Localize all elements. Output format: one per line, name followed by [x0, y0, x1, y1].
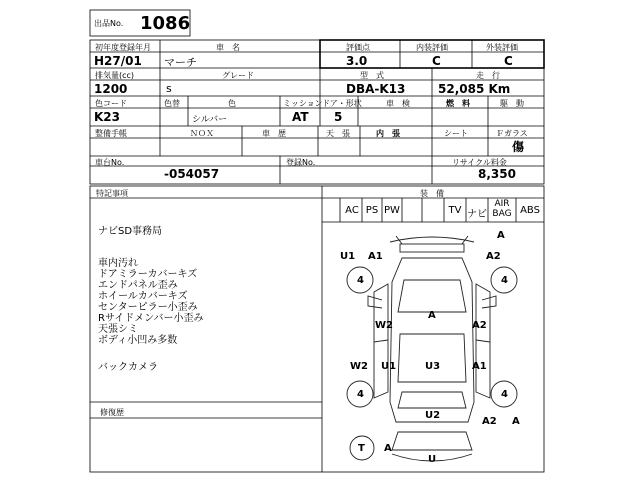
year-label: 初年度登録年月 — [95, 43, 151, 52]
remark-item: センターピラー小歪み — [98, 302, 198, 313]
damage-hood: A — [428, 310, 436, 321]
repair-label: 修復歴 — [100, 408, 124, 417]
cc-label: 排気量(cc) — [95, 71, 135, 80]
mileage-label: 走 行 — [476, 71, 500, 80]
exterior-label: 外装評価 — [486, 43, 518, 52]
extra-note: バックカメラ — [98, 362, 158, 373]
remarks-list — [98, 258, 203, 346]
remark-item: ホイールカバーキズ — [98, 291, 188, 302]
equip-airbag: AIR BAG — [492, 199, 512, 219]
exterior-value: C — [504, 54, 513, 68]
remark-item: Rサイドメンバー小歪み — [98, 313, 204, 324]
color-code-value: K23 — [94, 110, 120, 124]
tire-rr-value: 4 — [501, 389, 508, 400]
grade-label: グレード — [222, 71, 254, 80]
lot-label: 出品No. — [94, 19, 124, 28]
equip-ac: AC — [345, 205, 359, 216]
interior-h-label: 内 張 — [376, 129, 400, 138]
model-label: 型 式 — [360, 71, 384, 80]
nox-label: ＮＯＸ — [190, 129, 214, 138]
remark-item: エンドパネル歪み — [98, 280, 178, 291]
mileage-value: 52,085 Km — [438, 82, 511, 96]
recycle-value: 8,350 — [478, 167, 516, 181]
dealer-note: ナビSD事務局 — [98, 226, 163, 237]
color-value: シルバー — [192, 115, 228, 125]
color-label: 色 — [228, 99, 236, 108]
roof-outline — [398, 334, 466, 382]
glass-value: 傷 — [512, 140, 525, 154]
damage-u-bottom: U — [428, 454, 437, 465]
doors-label: ドア・形状 — [322, 99, 362, 108]
mission-label: ミッション — [283, 99, 323, 108]
car-body-outline — [390, 258, 474, 422]
roof-label: 天 張 — [326, 129, 350, 138]
manual-label: 整備手帳 — [95, 129, 127, 138]
score-label: 評価点 — [346, 43, 370, 52]
seat-label: シート — [444, 129, 468, 138]
damage-rear: A — [512, 416, 520, 427]
car-diagram — [322, 222, 544, 472]
history-label: 車 歴 — [262, 129, 286, 138]
chassis-label: 車台No. — [95, 158, 125, 167]
damage-roof: U3 — [425, 361, 441, 372]
damage-a-bottom: A — [384, 443, 392, 454]
drive-label: 駆 動 — [500, 99, 524, 108]
fuel-label: 燃 料 — [446, 99, 470, 108]
color-code-label: 色コード — [95, 99, 127, 108]
damage-u1-front: U1 — [340, 251, 356, 262]
remark-item: ドアミラーカバーキズ — [98, 269, 198, 280]
year-value: H27/01 — [94, 54, 142, 68]
damage-a2-front-right: A2 — [486, 251, 501, 262]
damage-front: A — [497, 230, 505, 241]
equip-abs: ABS — [520, 205, 540, 216]
remark-item: 車内汚れ — [98, 258, 138, 269]
interior-label: 内装評価 — [416, 43, 448, 52]
rear-window-outline — [398, 392, 466, 408]
model-value: DBA-K13 — [346, 82, 406, 96]
name-value: マーチ — [164, 56, 197, 69]
damage-trunk: U2 — [425, 410, 441, 421]
mission-value: AT — [292, 110, 309, 124]
remark-item: 天張シミ — [98, 324, 138, 335]
interior-value: C — [432, 54, 441, 68]
damage-w2-left: W2 — [375, 320, 393, 331]
tire-rl-value: 4 — [357, 389, 364, 400]
chassis-value: -054057 — [164, 167, 220, 181]
windshield-outline — [398, 280, 466, 312]
damage-a1-front: A1 — [368, 251, 383, 262]
equip-navi: ナビ — [467, 209, 487, 220]
tire-fl-value: 4 — [357, 275, 364, 286]
reg-label: 登録No. — [286, 158, 316, 167]
score-value: 3.0 — [346, 54, 368, 68]
tire-fr-value: 4 — [501, 275, 508, 286]
damage-a2-door: A2 — [472, 320, 487, 331]
equip-tv: TV — [448, 205, 462, 216]
lot-number: 1086 — [140, 13, 191, 34]
damage-w2-rear-left: W2 — [350, 361, 368, 372]
damage-a2-rear: A2 — [482, 416, 497, 427]
grade-value: s — [166, 82, 172, 95]
equipment-label: 装 備 — [420, 189, 444, 198]
doors-value: 5 — [334, 110, 343, 124]
damage-u1-rear: U1 — [381, 361, 397, 372]
cc-value: 1200 — [94, 82, 128, 96]
remark-item: ボディ小凹み多数 — [98, 335, 178, 346]
glass-label: Ｆガラス — [496, 129, 528, 138]
color-change-label: 色替 — [164, 99, 180, 108]
inspection-label: 車 検 — [386, 99, 410, 108]
front-bumper-outline — [390, 237, 474, 242]
equip-pw: PW — [384, 205, 400, 216]
spare-tire-label: T — [358, 443, 365, 454]
remarks-label: 特記事項 — [96, 189, 128, 198]
equip-ps: PS — [365, 205, 379, 216]
recycle-label: リサイクル料金 — [452, 158, 507, 167]
name-label: 車 名 — [216, 43, 240, 52]
damage-a1-rear: A1 — [472, 361, 487, 372]
